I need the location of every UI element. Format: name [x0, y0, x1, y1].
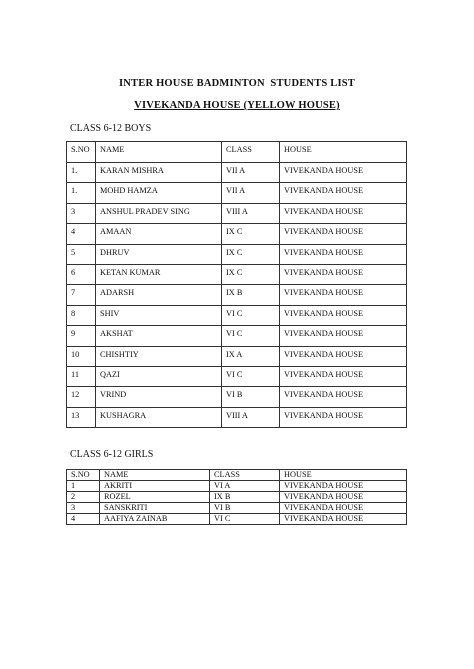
column-header-name: NAME	[96, 142, 222, 163]
girls-table-header-row	[67, 470, 407, 481]
cell-house: VIVEKANDA HOUSE	[280, 514, 407, 525]
cell-class: VIII A	[222, 407, 280, 427]
cell-sno: 1.	[67, 183, 96, 203]
column-header-name: NAME	[100, 470, 210, 481]
cell-house: VIVEKANDA HOUSE	[280, 387, 407, 407]
cell-sno: 6	[67, 264, 96, 284]
cell-house: VIVEKANDA HOUSE	[280, 203, 407, 223]
cell-house: VIVEKANDA HOUSE	[280, 163, 407, 183]
table-row	[67, 346, 407, 366]
cell-house: VIVEKANDA HOUSE	[280, 407, 407, 427]
cell-house: VIVEKANDA HOUSE	[280, 224, 407, 244]
cell-house: VIVEKANDA HOUSE	[280, 183, 407, 203]
boys-table-body	[67, 142, 407, 428]
cell-house: VIVEKANDA HOUSE	[280, 326, 407, 346]
table-row	[67, 481, 407, 492]
cell-name: KARAN MISHRA	[96, 163, 222, 183]
cell-class: VI C	[210, 514, 280, 525]
table-row	[67, 244, 407, 264]
cell-name: SANSKRITI	[100, 503, 210, 514]
column-header-class: CLASS	[222, 142, 280, 163]
boys-table	[66, 141, 407, 428]
cell-name: ADARSH	[96, 285, 222, 305]
cell-name: ANSHUL PRADEV SING	[96, 203, 222, 223]
cell-name: QAZI	[96, 366, 222, 386]
table-row	[67, 203, 407, 223]
table-row	[67, 387, 407, 407]
girls-table-body	[67, 470, 407, 525]
cell-class: VI C	[222, 326, 280, 346]
cell-house: VIVEKANDA HOUSE	[280, 481, 407, 492]
cell-name: AKRITI	[100, 481, 210, 492]
column-header-house: HOUSE	[280, 142, 407, 163]
column-header-sno: S.NO	[67, 470, 100, 481]
cell-name: VRIND	[96, 387, 222, 407]
cell-sno: 8	[67, 305, 96, 325]
cell-house: VIVEKANDA HOUSE	[280, 264, 407, 284]
table-row	[67, 264, 407, 284]
cell-name: MOHD HAMZA	[96, 183, 222, 203]
cell-sno: 3	[67, 203, 96, 223]
house-title: VIVEKANDA HOUSE (YELLOW HOUSE)	[134, 100, 340, 111]
cell-sno: 5	[67, 244, 96, 264]
cell-sno: 1.	[67, 163, 96, 183]
cell-class: VIII A	[222, 203, 280, 223]
cell-name: KETAN KUMAR	[96, 264, 222, 284]
cell-sno: 11	[67, 366, 96, 386]
cell-house: VIVEKANDA HOUSE	[280, 305, 407, 325]
cell-name: AMAAN	[96, 224, 222, 244]
cell-name: AAFIYA ZAINAB	[100, 514, 210, 525]
cell-class: IX C	[222, 244, 280, 264]
table-row	[67, 183, 407, 203]
cell-class: VI A	[210, 481, 280, 492]
table-row	[67, 492, 407, 503]
cell-class: VI C	[222, 366, 280, 386]
girls-table	[66, 469, 407, 525]
table-row	[67, 514, 407, 525]
cell-class: VI B	[222, 387, 280, 407]
cell-class: VI B	[210, 503, 280, 514]
cell-class: IX C	[222, 264, 280, 284]
cell-class: VII A	[222, 163, 280, 183]
table-row	[67, 503, 407, 514]
document-title: INTER HOUSE BADMINTON STUDENTS LIST	[118, 78, 356, 89]
cell-house: VIVEKANDA HOUSE	[280, 285, 407, 305]
table-row	[67, 407, 407, 427]
cell-name: KUSHAGRA	[96, 407, 222, 427]
cell-class: IX C	[222, 224, 280, 244]
boys-section-heading: CLASS 6-12 BOYS	[70, 123, 152, 134]
cell-name: AKSHAT	[96, 326, 222, 346]
cell-sno: 2	[67, 492, 100, 503]
cell-sno: 9	[67, 326, 96, 346]
table-row	[67, 366, 407, 386]
cell-class: VI C	[222, 305, 280, 325]
table-row	[67, 224, 407, 244]
cell-sno: 13	[67, 407, 96, 427]
cell-house: VIVEKANDA HOUSE	[280, 492, 407, 503]
girls-section-heading: CLASS 6-12 GIRLS	[70, 449, 154, 460]
cell-name: CHISHTIY	[96, 346, 222, 366]
cell-sno: 3	[67, 503, 100, 514]
cell-class: IX A	[222, 346, 280, 366]
cell-house: VIVEKANDA HOUSE	[280, 503, 407, 514]
cell-name: ROZEL	[100, 492, 210, 503]
cell-house: VIVEKANDA HOUSE	[280, 366, 407, 386]
table-row	[67, 163, 407, 183]
table-row	[67, 285, 407, 305]
cell-sno: 7	[67, 285, 96, 305]
column-header-sno: S.NO	[67, 142, 96, 163]
table-row	[67, 305, 407, 325]
cell-sno: 4	[67, 514, 100, 525]
table-row	[67, 326, 407, 346]
boys-table-header-row	[67, 142, 407, 163]
cell-sno: 1	[67, 481, 100, 492]
cell-house: VIVEKANDA HOUSE	[280, 346, 407, 366]
cell-class: VII A	[222, 183, 280, 203]
cell-name: DHRUV	[96, 244, 222, 264]
cell-name: SHIV	[96, 305, 222, 325]
cell-class: IX B	[210, 492, 280, 503]
column-header-house: HOUSE	[280, 470, 407, 481]
cell-sno: 4	[67, 224, 96, 244]
cell-sno: 12	[67, 387, 96, 407]
cell-class: IX B	[222, 285, 280, 305]
cell-sno: 10	[67, 346, 96, 366]
column-header-class: CLASS	[210, 470, 280, 481]
cell-house: VIVEKANDA HOUSE	[280, 244, 407, 264]
